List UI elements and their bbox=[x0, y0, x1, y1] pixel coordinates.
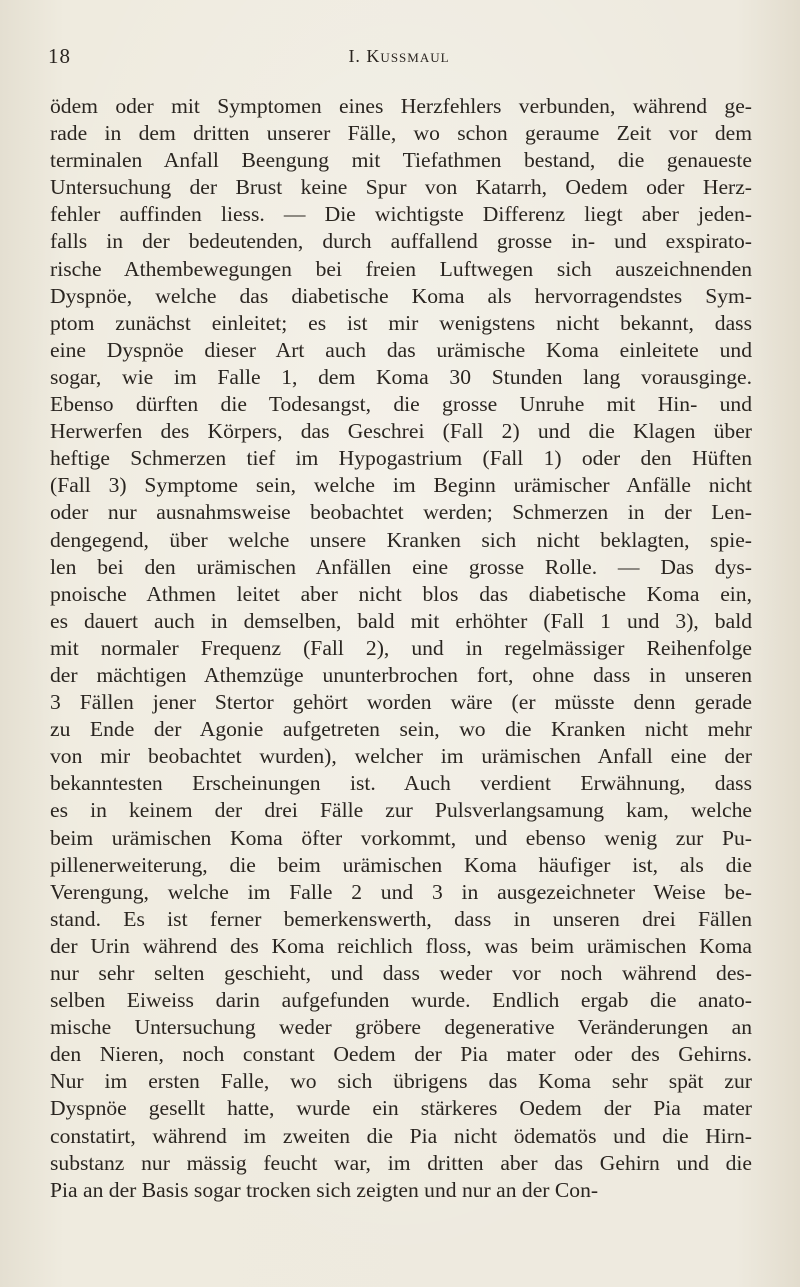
text-line: den Nieren, noch constant Oedem der Pia mater oder des Gehirns. bbox=[50, 1042, 752, 1067]
text-line: mische Untersuchung weder gröbere degenerative Veränderungen an bbox=[50, 1015, 752, 1040]
text-line: Verengung, welche im Falle 2 und 3 in ausgezeichneter Weise be- bbox=[50, 879, 752, 904]
text-line: rade in dem dritten unserer Fälle, wo schon geraume Zeit vor dem bbox=[50, 121, 752, 146]
text-line: bekanntesten Erscheinungen ist. Auch verdient Erwähnung, dass bbox=[50, 771, 752, 796]
text-line: pnoische Athmen leitet aber nicht blos das diabetische Koma ein, bbox=[50, 581, 752, 606]
text-line: selben Eiweiss darin aufgefunden wurde. Endlich ergab die anato- bbox=[50, 988, 752, 1013]
text-line: beim urämischen Koma öfter vorkommt, und ebenso wenig zur Pu- bbox=[50, 825, 752, 850]
text-line: fehler auffinden liess. — Die wichtigste Differenz liegt aber jeden- bbox=[50, 202, 752, 227]
text-line: der Urin während des Koma reichlich floss, was beim urämischen Koma bbox=[50, 933, 752, 958]
text-line: constatirt, während im zweiten die Pia nicht ödematös und die Hirn- bbox=[50, 1123, 752, 1148]
text-line: (Fall 3) Symptome sein, welche im Beginn urämischer Anfälle nicht bbox=[50, 473, 752, 498]
text-line: oder nur ausnahmsweise beobachtet werden; Schmerzen in der Len- bbox=[50, 500, 752, 525]
text-line: der mächtigen Athemzüge ununterbrochen fort, ohne dass in unseren bbox=[50, 662, 752, 687]
text-line: Nur im ersten Falle, wo sich übrigens das Koma sehr spät zur bbox=[50, 1069, 752, 1094]
text-line: es in keinem der drei Fälle zur Pulsverlangsamung kam, welche bbox=[50, 798, 752, 823]
text-line: substanz nur mässig feucht war, im dritten aber das Gehirn und die bbox=[50, 1150, 752, 1175]
text-line: falls in der bedeutenden, durch auffallend grosse in- und exspirato- bbox=[50, 229, 752, 254]
text-line: Dyspnöe gesellt hatte, wurde ein stärkeres Oedem der Pia mater bbox=[50, 1096, 752, 1121]
page-number: 18 bbox=[48, 44, 71, 68]
text-line: Dyspnöe, welche das diabetische Koma als hervorragendstes Sym- bbox=[50, 283, 752, 308]
text-line: stand. Es ist ferner bemerkenswerth, dass in unseren drei Fällen bbox=[50, 906, 752, 931]
text-line: Herwerfen des Körpers, das Geschrei (Fall 2) und die Klagen über bbox=[50, 419, 752, 444]
text-line: pillenerweiterung, die beim urämischen Koma häufiger ist, als die bbox=[50, 852, 752, 877]
text-line: heftige Schmerzen tief im Hypogastrium (Fall 1) oder den Hüften bbox=[50, 446, 752, 471]
text-line: Untersuchung der Brust keine Spur von Katarrh, Oedem oder Herz- bbox=[50, 175, 752, 200]
text-line: len bei den urämischen Anfällen eine grosse Rolle. — Das dys- bbox=[50, 554, 752, 579]
text-line: Pia an der Basis sogar trocken sich zeigten und nur an der Con- bbox=[50, 1177, 599, 1202]
running-title: I. Kussmaul bbox=[348, 46, 450, 66]
text-line: ödem oder mit Symptomen eines Herzfehlers verbunden, während ge- bbox=[50, 94, 752, 118]
text-line: mit normaler Frequenz (Fall 2), und in regelmässiger Reihenfolge bbox=[50, 635, 752, 660]
text-line: von mir beobachtet wurden), welcher im urämischen Anfall eine der bbox=[50, 744, 752, 769]
text-line: rische Athembewegungen bei freien Luftwegen sich auszeichnenden bbox=[50, 256, 752, 281]
text-line: sogar, wie im Falle 1, dem Koma 30 Stunden lang vorausginge. bbox=[50, 364, 752, 389]
text-line: dengegend, über welche unsere Kranken sich nicht beklagten, spie- bbox=[50, 527, 752, 552]
text-line: es dauert auch in demselben, bald mit erhöhter (Fall 1 und 3), bald bbox=[50, 608, 752, 633]
running-head bbox=[48, 44, 750, 74]
text-line: terminalen Anfall Beengung mit Tiefathmen bestand, die genaueste bbox=[50, 148, 752, 173]
text-line: nur sehr selten geschieht, und dass weder vor noch während des- bbox=[50, 961, 752, 985]
text-line: 3 Fällen jener Stertor gehört worden wäre (er müsste denn gerade bbox=[50, 690, 752, 715]
text-line: ptom zunächst einleitet; es ist mir wenigstens nicht bekannt, dass bbox=[50, 310, 752, 335]
text-line: eine Dyspnöe dieser Art auch das urämische Koma einleitete und bbox=[50, 337, 752, 362]
body-text bbox=[50, 93, 752, 1204]
text-line: zu Ende der Agonie aufgetreten sein, wo die Kranken nicht mehr bbox=[50, 717, 752, 742]
text-line: Ebenso dürften die Todesangst, die grosse Unruhe mit Hin- und bbox=[50, 392, 752, 417]
